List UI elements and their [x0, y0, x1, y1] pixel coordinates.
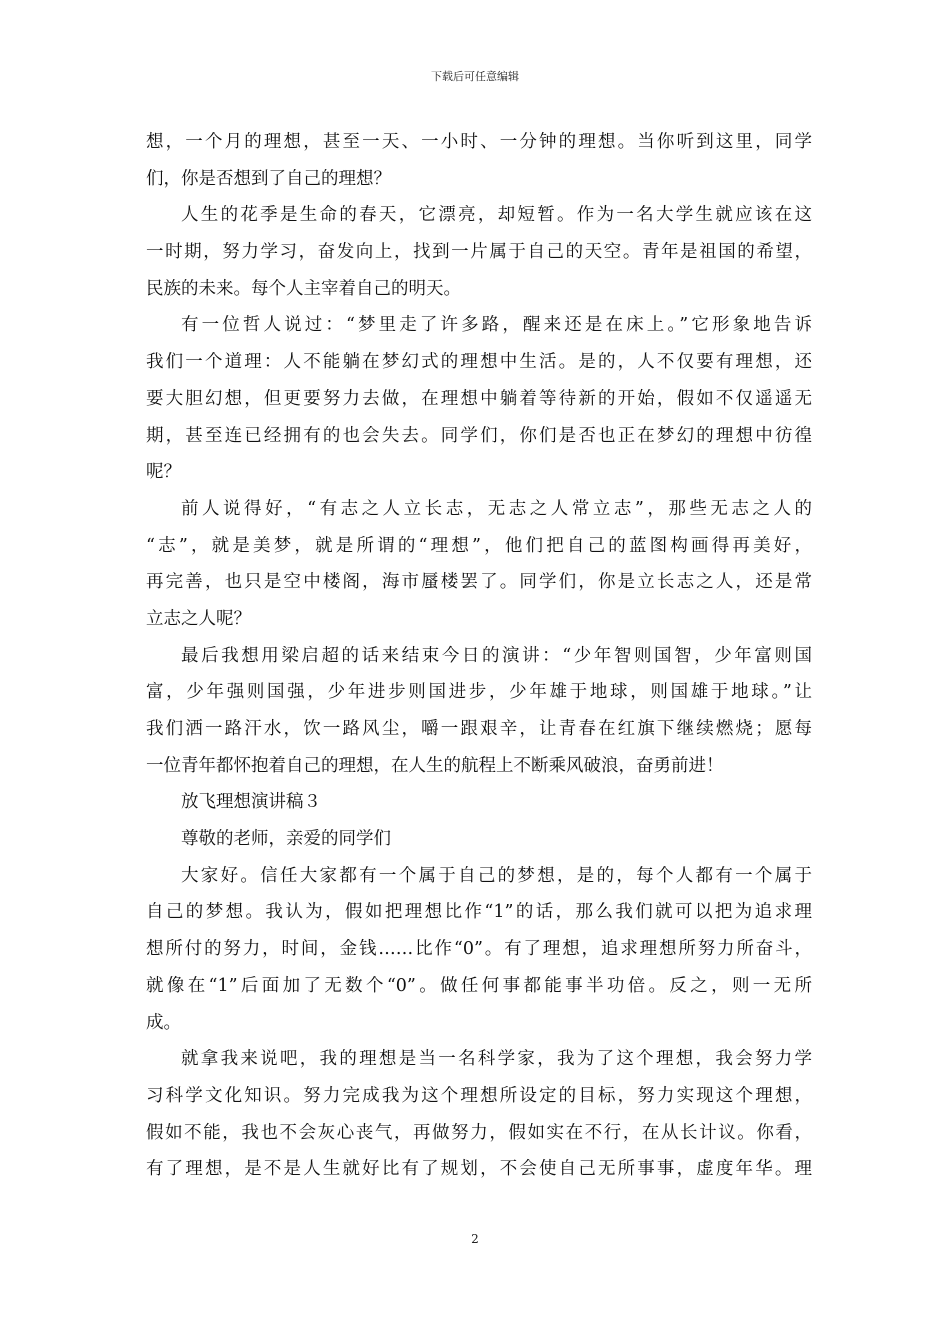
text-line: 前人说得好，“有志之人立长志，无志之人常立志”，那些无志之人的 — [181, 498, 812, 519]
text-line: 想所付的努力，时间，金钱……比作“0”。有了理想，追求理想所努力所奋斗， — [146, 939, 812, 960]
text-line: 我们洒一路汗水，饮一路风尘，嚼一跟艰辛，让青春在红旗下继续燃烧；愿每 — [146, 719, 812, 739]
page-header: 下载后可任意编辑 — [431, 70, 519, 83]
text-line: 自己的梦想。我认为，假如把理想比作“1”的话，那么我们就可以把为追求理 — [146, 902, 812, 923]
salutation: 尊敬的老师，亲爱的同学们 — [181, 829, 391, 850]
text-line: 成。 — [146, 1012, 181, 1033]
text-line: 有了理想，是不是人生就好比有了规划，不会使自己无所事事，虚度年华。理 — [146, 1159, 812, 1180]
text-line: 想，一个月的理想，甚至一天、一小时、一分钟的理想。当你听到这里，同学 — [146, 132, 812, 152]
text-line: 民族的未来。每个人主宰着自己的明天。 — [146, 278, 461, 299]
text-line: 习科学文化知识。努力完成我为这个理想所设定的目标，努力实现这个理想， — [146, 1085, 812, 1106]
text-line: 一时期，努力学习，奋发向上，找到一片属于自己的天空。青年是祖国的希望， — [146, 242, 812, 263]
text-line: 一位青年都怀抱着自己的理想，在人生的航程上不断乘风破浪，奋勇前进！ — [146, 755, 724, 776]
text-line: 有一位哲人说过：“梦里走了许多路，醒来还是在床上。”它形象地告诉 — [181, 315, 812, 336]
document-body — [146, 124, 812, 1188]
text-line: 大家好。信任大家都有一个属于自己的梦想，是的，每个人都有一个属于 — [181, 865, 812, 886]
text-line: 期，甚至连已经拥有的也会失去。同学们，你们是否也正在梦幻的理想中彷徨 — [146, 425, 812, 446]
text-line: 要大胆幻想，但更要努力去做，在理想中躺着等待新的开始，假如不仅遥遥无 — [146, 388, 812, 409]
text-line: 最后我想用梁启超的话来结束今日的演讲：“少年智则国智，少年富则国 — [181, 645, 812, 666]
text-line: 就拿我来说吧，我的理想是当一名科学家，我为了这个理想，我会努力学 — [181, 1049, 812, 1070]
text-line: 立志之人呢？ — [146, 608, 251, 629]
text-line: 就像在“1”后面加了无数个“0”。做任何事都能事半功倍。反之，则一无所 — [146, 975, 812, 996]
text-line: 呢？ — [146, 462, 181, 483]
text-line: “志”，就是美梦，就是所谓的“理想”，他们把自己的蓝图构画得再美好， — [146, 535, 812, 556]
text-line: 再完善，也只是空中楼阁，海市蜃楼罢了。同学们，你是立长志之人，还是常 — [146, 572, 812, 593]
text-line: 人生的花季是生命的春天，它漂亮，却短暂。作为一名大学生就应该在这 — [181, 205, 812, 226]
text-line: 我们一个道理：人不能躺在梦幻式的理想中生活。是的，人不仅要有理想，还 — [146, 352, 812, 373]
text-line: 富，少年强则国强，少年进步则国进步，少年雄于地球，则国雄于地球。”让 — [146, 682, 812, 703]
section-heading: 放飞理想演讲稿３ — [181, 792, 321, 813]
text-line: 假如不能，我也不会灰心丧气，再做努力，假如实在不行，在从长计议。你看， — [146, 1122, 812, 1143]
text-line: 们，你是否想到了自己的理想？ — [146, 168, 391, 189]
page-number: 2 — [471, 1232, 479, 1246]
